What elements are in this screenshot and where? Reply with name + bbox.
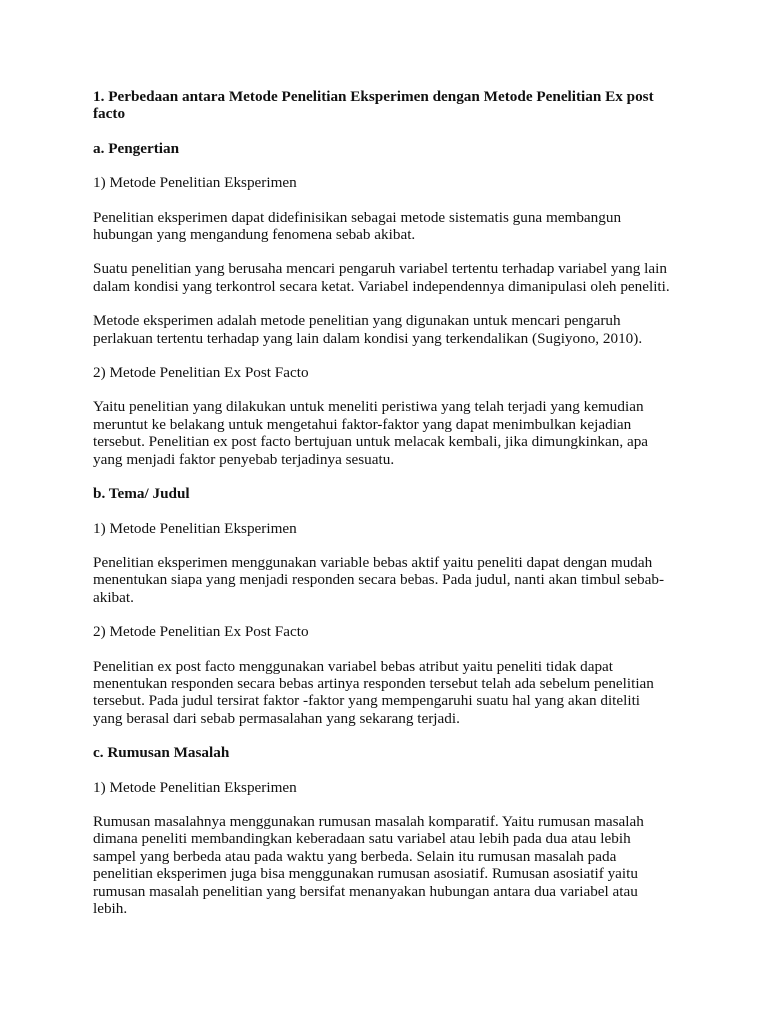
section-b-subheading-eksperimen: 1) Metode Penelitian Eksperimen [93, 519, 297, 537]
section-a-heading: a. Pengertian [93, 139, 180, 157]
section-a-paragraph-3: Metode eksperimen adalah metode penelitian yang digunakan untuk mencari pengaruh perlakuan tertentu terhadap yang lain dalam kondisi yang terkendalikan (Sugiyono, 2010). [93, 312, 643, 347]
section-a-paragraph-4: Yaitu penelitian yang dilakukan untuk meneliti peristiwa yang telah terjadi yang kemudian meruntut ke belakang untuk mengetahui faktor-faktor yang dapat menimbulkan kejadian tersebut. Penelitian ex post facto bertujuan untuk melacak kembali, jika dimungkinkan, apa yang menjadi faktor penyebab terjadinya sesuatu. [93, 398, 649, 468]
section-b-subheading-ex-post-facto: 2) Metode Penelitian Ex Post Facto [93, 623, 309, 641]
section-c-heading: c. Rumusan Masalah [93, 744, 230, 762]
section-b-paragraph-2: Penelitian ex post facto menggunakan variabel bebas atribut yaitu peneliti tidak dapat menentukan responden secara bebas artinya responden tersebut telah ada sebelum penelitian tersebut. Pada judul tersirat faktor -faktor yang mempengaruhi suatu hal yang akan diteliti yang berasal dari sebab permasalahan yang sekarang terjadi. [93, 657, 654, 727]
section-a-subheading-ex-post-facto: 2) Metode Penelitian Ex Post Facto [93, 364, 309, 382]
section-b-paragraph-1: Penelitian eksperimen menggunakan variable bebas aktif yaitu peneliti dapat dengan mudah menentukan siapa yang menjadi responden secara bebas. Pada judul, nanti akan timbul sebab-akibat. [93, 553, 665, 606]
section-b-heading: b. Tema/ Judul [93, 485, 190, 503]
section-c-paragraph-1: Rumusan masalahnya menggunakan rumusan masalah komparatif. Yaitu rumusan masalah dimana peneliti membandingkan keberadaan satu variabel atau lebih pada dua atau lebih sampel yang berbeda atau pada waktu yang berbeda. Selain itu rumusan masalah pada penelitian eksperimen juga bisa menggunakan rumusan asosiatif. Rumusan asosiatif yaitu rumusan masalah penelitian yang bersifat menanyakan hubungan antara dua variabel atau lebih. [93, 812, 644, 917]
section-a-subheading-eksperimen: 1) Metode Penelitian Eksperimen [93, 174, 297, 192]
section-a-paragraph-1: Penelitian eksperimen dapat didefinisikan sebagai metode sistematis guna membangun hubungan yang mengandung fenomena sebab akibat. [93, 208, 622, 244]
section-c-subheading-eksperimen: 1) Metode Penelitian Eksperimen [93, 778, 297, 796]
section-a-paragraph-2: Suatu penelitian yang berusaha mencari pengaruh variabel tertentu terhadap variabel yang lain dalam kondisi yang terkontrol secara ketat. Variabel independennya dimanipulasi oleh peneliti. [93, 260, 670, 295]
document-title: 1. Perbedaan antara Metode Penelitian Eksperimen dengan Metode Penelitian Ex post facto [93, 88, 654, 123]
